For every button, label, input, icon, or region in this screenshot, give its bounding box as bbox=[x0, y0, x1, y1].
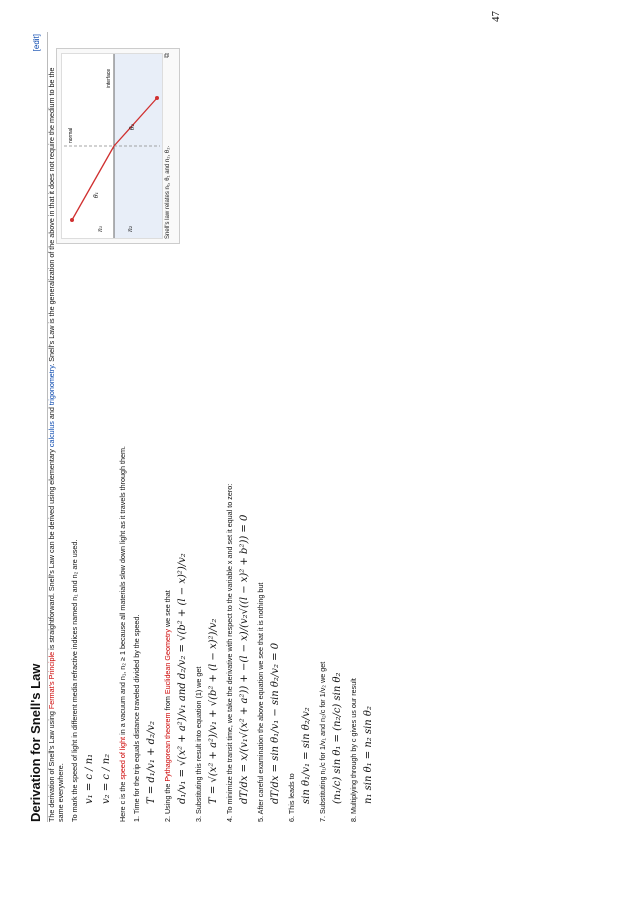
sol-text-a: Here c is the bbox=[118, 779, 127, 822]
label-normal: normal bbox=[68, 127, 74, 143]
step2-post: we see that bbox=[163, 590, 172, 630]
step-4: 4. To minimize the transit time, we take the derivative with respect to the variable x and set it equal to zero: bbox=[225, 483, 234, 822]
formula-7: (n₁/c) sin θ₁ = (n₂/c) sin θ₂ bbox=[332, 672, 343, 804]
section-title: Derivation for Snell's Law bbox=[28, 663, 43, 822]
snell-diagram[interactable] bbox=[61, 53, 163, 239]
calculus-link[interactable]: calculus bbox=[47, 421, 56, 448]
enlarge-icon[interactable]: ⧉ bbox=[164, 53, 171, 58]
edit-link[interactable]: [edit] bbox=[32, 34, 41, 52]
formula-4: dT/dx = x/(v₁√(x² + a²)) + −(l − x)/(v₂√((l − x)² + b²)) = 0 bbox=[239, 514, 250, 804]
page-number: 47 bbox=[490, 11, 502, 22]
step2-mid: from bbox=[163, 694, 172, 713]
point-q bbox=[155, 96, 159, 100]
intro-text-c: and bbox=[47, 405, 56, 422]
trigonometry-link[interactable]: trigonometry bbox=[47, 365, 56, 406]
label-n2: n₂ bbox=[127, 225, 134, 232]
snell-figure bbox=[56, 48, 180, 244]
equation-v2: v₂ = c / n₂ bbox=[101, 753, 112, 804]
step2-pre: 2. Using the bbox=[163, 781, 172, 822]
intro-text-d: . Snell's Law is the generalization of the above in that it does not require the medium to be the same everywhere. bbox=[47, 67, 65, 822]
euclidean-geometry-link[interactable]: Euclidean Geometry bbox=[163, 629, 172, 695]
formula-8: n₁ sin θ₁ = n₂ sin θ₂ bbox=[363, 706, 374, 804]
intro-text-a: The derivation of Snell's Law using bbox=[47, 709, 56, 822]
incident-ray bbox=[72, 146, 114, 220]
step-8: 8. Multiplying through by c gives us our result bbox=[349, 678, 358, 822]
point-p bbox=[70, 218, 74, 222]
intro-text-b: is straightforward. Snell's Law can be derived using elementary bbox=[47, 447, 56, 652]
figure-caption: Snell's law relates n₁, θ₁ and n₂, θ₂. bbox=[165, 145, 171, 239]
label-theta2: θ₂ bbox=[129, 123, 136, 130]
formula-2: d₁/v₁ = √(x² + a²)/v₁ and d₂/v₂ = √(b² + (l − x)²)/v₂ bbox=[177, 553, 188, 804]
step-7: 7. Substituting n₁/c for 1/v₁ and n₂/c for 1/v₂ we get bbox=[318, 661, 327, 822]
pythagorean-theorem-link[interactable]: Pythagorean theorem bbox=[163, 712, 172, 782]
refraction-diagram-svg bbox=[62, 54, 162, 238]
step-3: 3. Substituting this result into equation (1) we get bbox=[194, 666, 203, 822]
formula-3: T = √(x² + a²)/v₁ + √(b² + (l − x)²)/v₂ bbox=[208, 618, 219, 804]
indices-paragraph: To mark the speed of light in different media refractive indices named n₁ and n₂ are used. bbox=[70, 539, 79, 822]
step-6: 6. This leads to bbox=[287, 773, 296, 822]
formula-6: sin θ₁/v₁ = sin θ₂/v₂ bbox=[301, 707, 312, 804]
heading-divider bbox=[47, 32, 48, 822]
formula-5: dT/dx = sin θ₁/v₁ − sin θ₂/v₂ = 0 bbox=[270, 642, 281, 804]
label-n1: n₁ bbox=[97, 225, 104, 232]
sol-text-b: in a vacuum and n₁, n₂ ≥ 1 because all materials slow down light as it travels through them. bbox=[118, 446, 127, 737]
label-interface: interface bbox=[106, 68, 112, 88]
step-5: 5. After careful examination the above equation we see that it is nothing but bbox=[256, 582, 265, 822]
speed-of-light-link[interactable]: speed of light bbox=[118, 736, 127, 780]
step-1: 1. Time for the trip equals distance traveled divided by the speed. bbox=[132, 614, 141, 822]
fermat-principle-link[interactable]: Fermat's Principle bbox=[47, 651, 56, 710]
label-theta1: θ₁ bbox=[93, 191, 100, 198]
equation-v1: v₁ = c / n₁ bbox=[84, 753, 95, 804]
formula-1: T = d₁/v₁ + d₂/v₂ bbox=[146, 720, 157, 804]
